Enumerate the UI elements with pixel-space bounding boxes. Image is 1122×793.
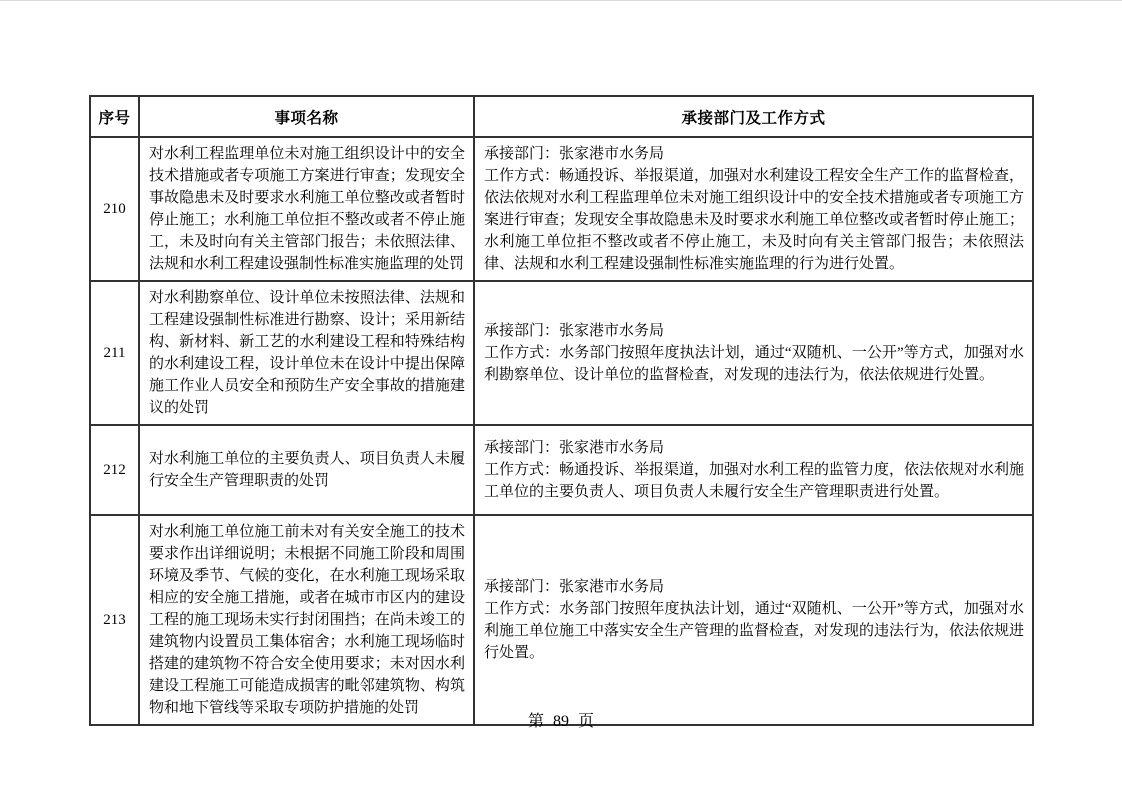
header-serial-number: 序号 bbox=[90, 96, 139, 137]
row-serial-number: 210 bbox=[90, 137, 139, 281]
row-serial-number: 211 bbox=[90, 281, 139, 425]
row-department-method bbox=[474, 425, 1033, 515]
department-line: 承接部门：张家港市水务局 bbox=[484, 323, 665, 339]
row-department-method bbox=[474, 281, 1033, 425]
method-line: 工作方式：水务部门按照年度执法计划，通过“双随机、一公开”等方式，加强对水利施工单位施工中落实安全生产管理的监督检查，对发现的违法行为，依法依规进行处置。 bbox=[484, 601, 1025, 661]
department-line: 承接部门：张家港市水务局 bbox=[484, 146, 665, 162]
header-department-method: 承接部门及工作方式 bbox=[474, 96, 1033, 137]
items-table bbox=[89, 95, 1034, 726]
department-line: 承接部门：张家港市水务局 bbox=[484, 579, 665, 595]
page-number-label: 第 89 页 bbox=[527, 713, 594, 730]
method-line: 工作方式：畅通投诉、举报渠道，加强对水利工程的监管力度，依法依规对水利施工单位的主要负责人、项目负责人未履行安全生产管理职责进行处置。 bbox=[484, 462, 1025, 500]
table-row bbox=[90, 425, 1033, 515]
department-line: 承接部门：张家港市水务局 bbox=[484, 440, 665, 456]
row-department-method bbox=[474, 515, 1033, 725]
row-item-name: 对水利施工单位的主要负责人、项目负责人未履行安全生产管理职责的处罚 bbox=[139, 425, 474, 515]
row-item-name: 对水利勘察单位、设计单位未按照法律、法规和工程建设强制性标准进行勘察、设计；采用新结构、新材料、新工艺的水利建设工程和特殊结构的水利建设工程，设计单位未在设计中提出保障施工作业人员安全和预防生产安全事故的措施建议的处罚 bbox=[139, 281, 474, 425]
method-line: 工作方式：畅通投诉、举报渠道，加强对水利建设工程安全生产工作的监督检查，依法依规对水利工程监理单位未对施工组织设计中的安全技术措施或者专项施工方案进行审查；发现安全事故隐患未及时要求水利施工单位整改或者暂时停止施工；水利施工单位拒不整改或者不停止施工，未及时向有关主管部门报告；未依照法律、法规和水利工程建设强制性标准实施监理的行为进行处置。 bbox=[484, 168, 1025, 272]
table-header-row bbox=[90, 96, 1033, 137]
row-department-method bbox=[474, 137, 1033, 281]
table-row bbox=[90, 515, 1033, 725]
row-serial-number: 213 bbox=[90, 515, 139, 725]
page-edge-line bbox=[0, 0, 1122, 1]
table-row bbox=[90, 137, 1033, 281]
table-row bbox=[90, 281, 1033, 425]
header-item-name: 事项名称 bbox=[139, 96, 474, 137]
row-item-name: 对水利施工单位施工前未对有关安全施工的技术要求作出详细说明；未根据不同施工阶段和周围环境及季节、气候的变化，在水利施工现场采取相应的安全施工措施，或者在城市市区内的建设工程的施工现场未实行封闭围挡；在尚未竣工的建筑物内设置员工集体宿舍；水利施工现场临时搭建的建筑物不符合安全使用要求；未对因水利建设工程施工可能造成损害的毗邻建筑物、构筑物和地下管线等采取专项防护措施的处罚 bbox=[139, 515, 474, 725]
row-item-name: 对水利工程监理单位未对施工组织设计中的安全技术措施或者专项施工方案进行审查；发现安全事故隐患未及时要求水利施工单位整改或者暂时停止施工；水利施工单位拒不整改或者不停止施工，未及时向有关主管部门报告；未依照法律、法规和水利工程建设强制性标准实施监理的处罚 bbox=[139, 137, 474, 281]
method-line: 工作方式：水务部门按照年度执法计划，通过“双随机、一公开”等方式，加强对水利勘察单位、设计单位的监督检查，对发现的违法行为，依法依规进行处置。 bbox=[484, 345, 1024, 383]
row-serial-number: 212 bbox=[90, 425, 139, 515]
